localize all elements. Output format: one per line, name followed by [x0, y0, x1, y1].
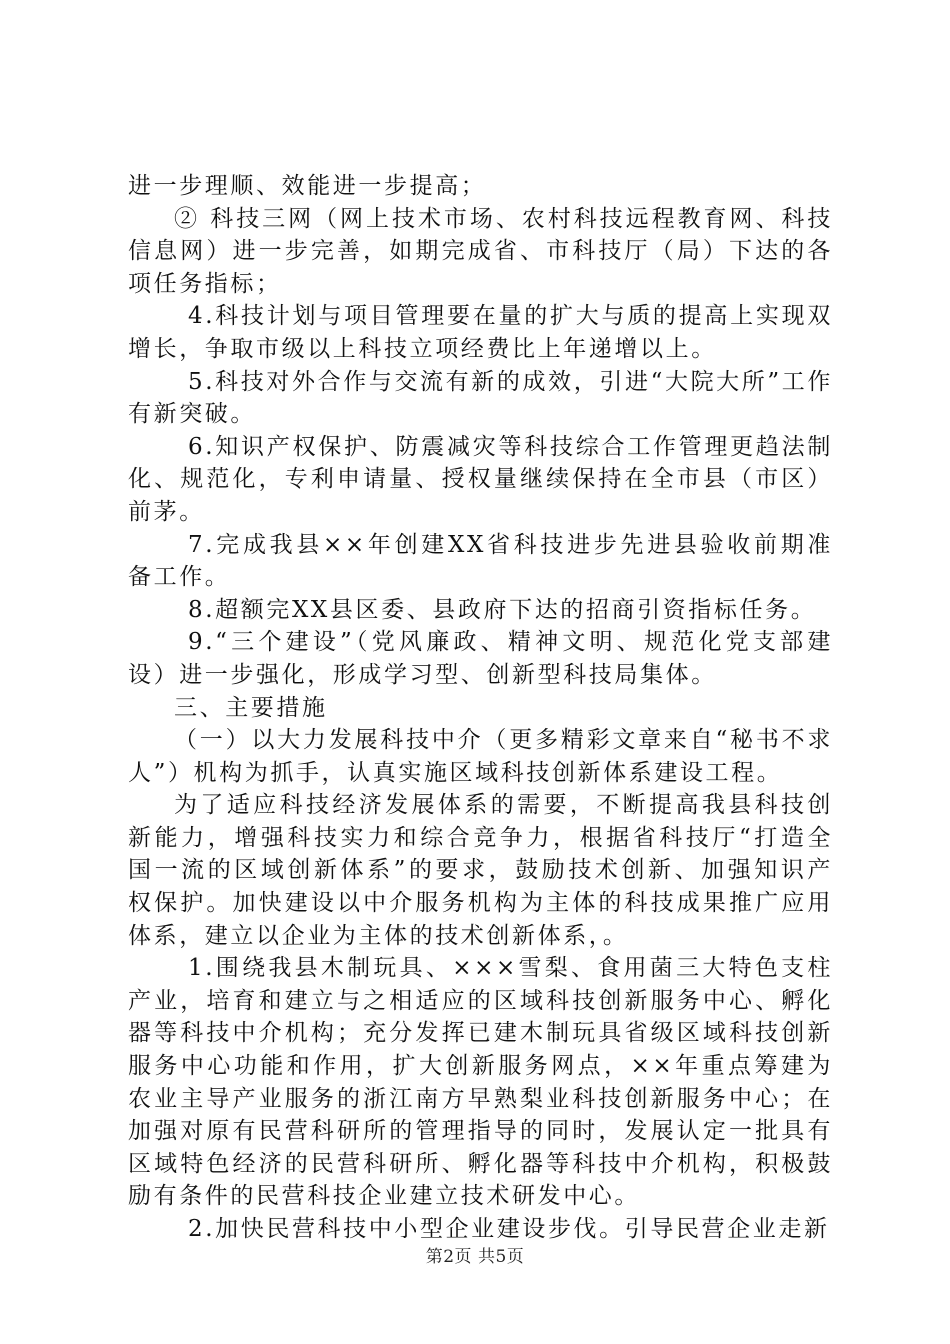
paragraph-measure-1: 1.围绕我县木制玩具、×××雪梨、食用菌三大特色支柱产业，培育和建立与之相适应的区域科技创新服务中心、孵化器等科技中介机构；充分发挥已建木制玩具省级区域科技创新服务中心功能和作用，扩大创新服务网点，××年重点筹建为农业主导产业服务的浙江南方早熟梨业科技创新服务中心；在加强对原有民营科研所的管理指导的同时，发展认定一批具有区域特色经济的民营科研所、孵化器等科技中介机构，积极鼓励有条件的民营科技企业建立技术研发中心。 [128, 955, 833, 1210]
paragraph-tech-three-networks: ② 科技三网（网上技术市场、农村科技远程教育网、科技信息网）进一步完善，如期完成省、市科技厅（局）下达的各项任务指标； [128, 205, 833, 297]
page-footer: 第2页 共5页 [425, 1247, 525, 1267]
paragraph-item-6: 6.知识产权保护、防震减灾等科技综合工作管理更趋法制化、规范化，专利申请量、授权量继续保持在全市县（市区）前茅。 [128, 433, 833, 525]
subsection-heading-1: （一）以大力发展科技中介（更多精彩文章来自“秘书不求人”）机构为抓手，认真实施区域科技创新体系建设工程。 [128, 727, 833, 786]
paragraph-item-7: 7.完成我县××年创建XX省科技进步先进县验收前期准备工作。 [128, 531, 833, 591]
document-body [128, 170, 833, 1246]
paragraph-measure-2: 2.加快民营科技中小型企业建设步伐。引导民营企业走新 [188, 1216, 830, 1242]
paragraph-item-9: 9.“三个建设”（党风廉政、精神文明、规范化党支部建设）进一步强化，形成学习型、创新型科技局集体。 [128, 629, 833, 688]
paragraph-innovation-system: 为了适应科技经济发展体系的需要，不断提高我县科技创新能力，增强科技实力和综合竞争力，根据省科技厅“打造全国一流的区域创新体系”的要求，鼓励技术创新、加强知识产权保护。加快建设以中介服务机构为主体的科技成果推广应用体系，建立以企业为主体的技术创新体系，。 [128, 792, 833, 949]
paragraph-continuation: 进一步理顺、效能进一步提高； [128, 173, 487, 199]
paragraph-item-8: 8.超额完XX县区委、县政府下达的招商引资指标任务。 [188, 596, 817, 623]
paragraph-item-4: 4.科技计划与项目管理要在量的扩大与质的提高上实现双增长，争取市级以上科技立项经费比上年递增以上。 [128, 303, 833, 362]
paragraph-item-5: 5.科技对外合作与交流有新的成效，引进“大院大所”工作有新突破。 [128, 368, 833, 428]
section-heading-main-measures: 三、主要措施 [174, 694, 328, 721]
